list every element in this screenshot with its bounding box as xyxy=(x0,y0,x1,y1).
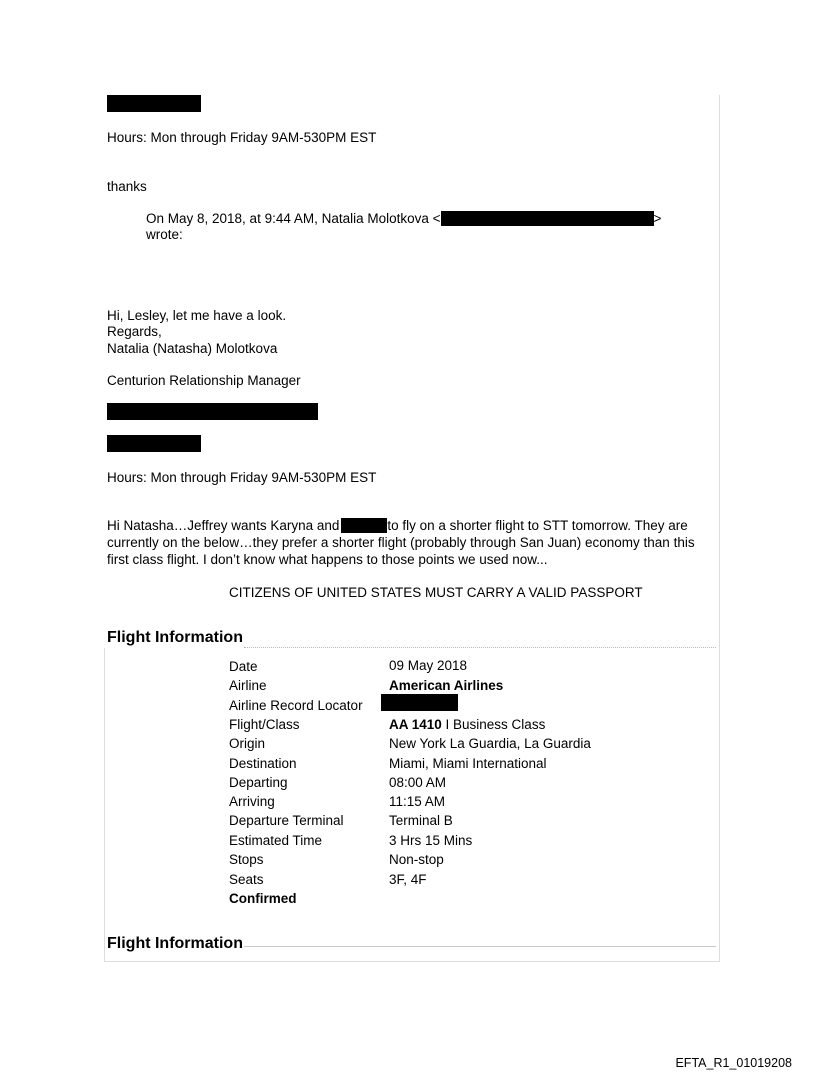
frame-border-left xyxy=(104,648,105,961)
airline-value: American Airlines xyxy=(389,678,504,693)
reply-title: Centurion Relationship Manager xyxy=(107,373,301,388)
quote-header-wrote: wrote: xyxy=(146,227,183,242)
reply-name: Natalia (Natasha) Molotkova xyxy=(107,341,278,356)
reply-regards: Regards, xyxy=(107,324,162,339)
section-divider xyxy=(244,647,716,648)
duration-value: 3 Hrs 15 Mins xyxy=(389,833,473,848)
hours-text: Hours: Mon through Friday 9AM-530PM EST xyxy=(107,470,377,485)
section-title: Flight Information xyxy=(107,935,243,952)
redaction-block xyxy=(107,95,201,112)
airline-label: Airline xyxy=(229,678,267,693)
redacted-email xyxy=(441,211,654,226)
destination-value: Miami, Miami International xyxy=(389,756,547,771)
departing-label: Departing xyxy=(229,775,288,790)
cabin-class: I Business Class xyxy=(441,717,546,732)
date-label: Date xyxy=(229,659,258,674)
redaction-block xyxy=(107,435,201,452)
stops-value: Non-stop xyxy=(389,852,444,867)
stops-label: Stops xyxy=(229,852,264,867)
seats-label: Seats xyxy=(229,872,264,887)
frame-border-bottom xyxy=(104,961,720,962)
quote-header-close: > xyxy=(653,211,662,226)
terminal-value: Terminal B xyxy=(389,813,453,828)
arriving-label: Arriving xyxy=(229,794,275,809)
section-title: Flight Information xyxy=(107,629,243,646)
quote-header xyxy=(146,211,661,226)
departing-value: 08:00 AM xyxy=(389,775,447,790)
class-label: Flight/Class xyxy=(229,717,300,732)
document-id: EFTA_R1_01019208 xyxy=(675,1056,792,1070)
redacted-name xyxy=(341,518,387,533)
origin-label: Origin xyxy=(229,736,266,751)
class-value xyxy=(389,717,545,732)
date-value: 09 May 2018 xyxy=(389,658,468,673)
message-paragraph xyxy=(107,517,719,568)
message-part-1: Hi Natasha…Jeffrey wants Karyna and xyxy=(107,518,340,533)
flight-number: AA 1410 xyxy=(389,717,442,732)
quote-header-text: On May 8, 2018, at 9:44 AM, Natalia Molotkova < xyxy=(146,211,441,226)
origin-value: New York La Guardia, La Guardia xyxy=(389,736,591,751)
thanks-text: thanks xyxy=(107,179,147,194)
passport-notice: CITIZENS OF UNITED STATES MUST CARRY A VALID PASSPORT xyxy=(229,585,643,600)
destination-label: Destination xyxy=(229,756,297,771)
frame-border-right xyxy=(719,95,720,961)
duration-label: Estimated Time xyxy=(229,833,323,848)
reply-greeting: Hi, Lesley, let me have a look. xyxy=(107,308,287,323)
status-confirmed: Confirmed xyxy=(229,891,297,906)
arriving-value: 11:15 AM xyxy=(389,794,446,809)
redaction-block xyxy=(107,403,318,420)
redacted-locator xyxy=(381,694,458,711)
message-part-2: to fly on a shorter flight to STT tomorrow. They are currently on the below…they prefer a shorter flight (probably through San Juan) economy than this first class flight. I don’t know what happens to those points we used now... xyxy=(107,518,695,567)
hours-text: Hours: Mon through Friday 9AM-530PM EST xyxy=(107,130,377,145)
seats-value: 3F, 4F xyxy=(389,872,427,887)
locator-label: Airline Record Locator xyxy=(229,698,363,713)
terminal-label: Departure Terminal xyxy=(229,813,344,828)
section-divider xyxy=(244,946,716,947)
